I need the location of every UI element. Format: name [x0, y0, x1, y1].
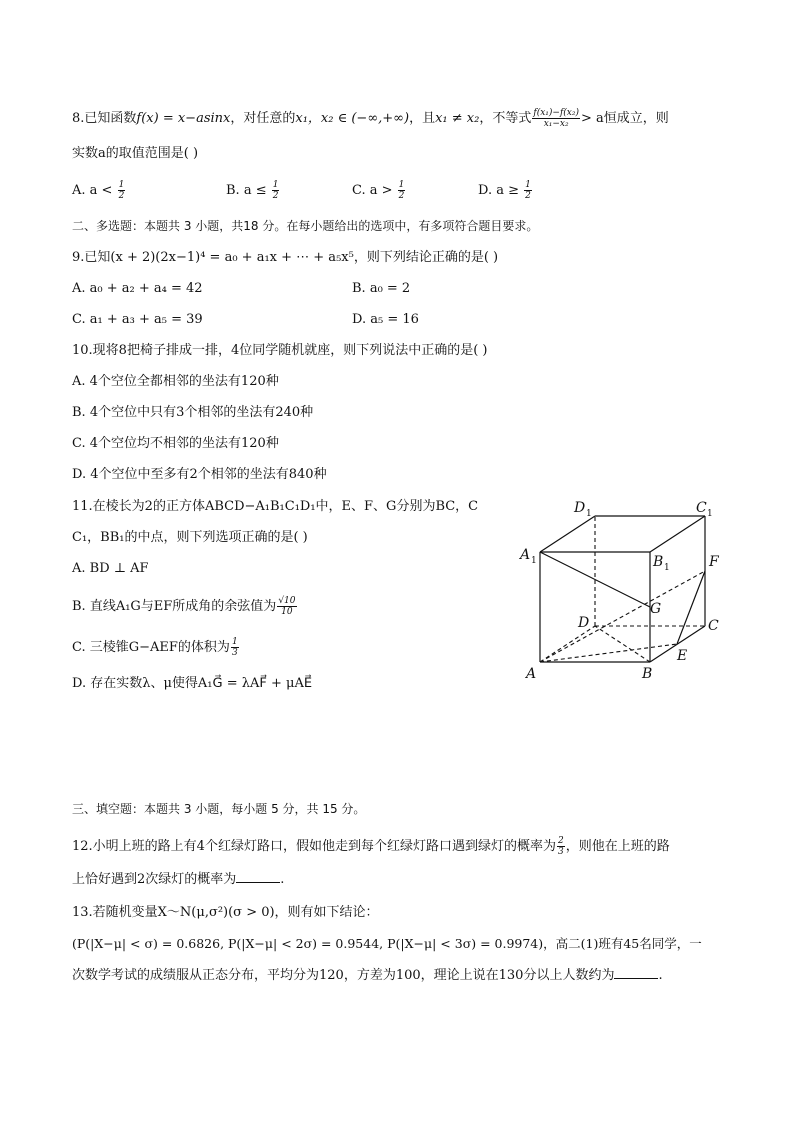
q8-option-c[interactable]: C. a > $\frac{1}{2}$ [352, 180, 405, 201]
q9-option-a[interactable]: A. a₀ + a₂ + a₄ = 42 [72, 281, 203, 296]
q13-stem-line2: (P(|X−μ| < σ) = 0.6826, P(|X−μ| < 2σ) = 0.9544, P(|X−μ| < 3σ) = 0.9974)，高二(1)班有45名同学，一 [72, 936, 702, 951]
q8-text: > a恒成立，则 [580, 111, 669, 126]
q8-option-d[interactable]: D. a ≥ $\frac{1}{2}$ [478, 180, 531, 201]
q11-stem-line1: 11.在棱长为2的正方体ABCD−A₁B₁C₁D₁中，E、F、G分别为BC，C [72, 499, 479, 514]
q11-option-d[interactable]: D. 存在实数λ、μ使得A₁G⃗ = λAF⃗ + μAE⃗ [72, 676, 313, 691]
q8-function: f(x) = x−asinx [136, 111, 231, 126]
q11-stem-line2: C₁，BB₁的中点，则下列选项正确的是( ) [72, 530, 308, 545]
segment-AE-hidden [540, 644, 677, 662]
q13-answer-blank[interactable] [614, 966, 658, 979]
edge-AD-hidden [540, 626, 595, 662]
label-F: F [709, 554, 719, 570]
section-2-heading: 二、多选题：本题共 3 小题，共18 分。在每小题给出的选项中，有多项符合题目要求。 [72, 219, 539, 233]
label-B: B [642, 666, 653, 682]
cube-figure [510, 492, 730, 692]
edge-A1D1 [540, 516, 595, 552]
q8-text: 8.已知函数 [72, 111, 137, 126]
label-A1: A [520, 547, 531, 563]
label-A1-sub: 1 [531, 556, 537, 566]
q8-text: ，对任意的 [230, 111, 296, 126]
section-3-heading: 三、填空题：本题共 3 小题，每小题 5 分，共 15 分。 [72, 802, 366, 816]
q10-stem: 10.现将8把椅子排成一排，4位同学随机就座，则下列说法中正确的是( ) [72, 343, 488, 358]
q13-stem-line1: 13.若随机变量X～N(μ,σ²)(σ > 0)，则有如下结论： [72, 905, 379, 920]
q8-option-a[interactable]: A. a < $\frac{1}{2}$ [72, 180, 125, 201]
q9-option-c[interactable]: C. a₁ + a₃ + a₅ = 39 [72, 312, 203, 327]
q11-option-a[interactable]: A. BD ⊥ AF [72, 561, 149, 576]
q8-neq: x₁ ≠ x₂ [435, 111, 480, 126]
label-B1: B [653, 554, 664, 570]
q8-stem-line1 [72, 108, 669, 129]
q8-text: ，且 [409, 111, 436, 126]
q11-option-b[interactable]: B. 直线A₁G与EF所成角的余弦值为 $\frac{√10}{10}$ [72, 596, 296, 617]
label-A: A [526, 666, 537, 682]
label-E: E [677, 648, 688, 664]
q12-stem-line2: 上恰好遇到2次绿灯的概率为 . [72, 872, 285, 887]
label-C1: C [696, 500, 707, 516]
q9-option-d[interactable]: D. a₅ = 16 [352, 312, 419, 327]
q8-vars: x₁，x₂ ∈ (−∞,+∞) [295, 111, 410, 126]
q10-option-b[interactable]: B. 4个空位中只有3个相邻的坐法有240种 [72, 405, 314, 420]
q8-text: ，不等式 [479, 111, 532, 126]
segment-EF [677, 571, 705, 644]
q12-stem-line1: 12.小明上班的路上有4个红绿灯路口，假如他走到每个红绿灯路口遇到绿灯的概率为 $\frac{2}{3}$ ，则他在上班的路 [72, 836, 670, 857]
q9-option-b[interactable]: B. a₀ = 2 [352, 281, 411, 296]
label-D1: D [574, 500, 586, 516]
q8-option-b[interactable]: B. a ≤ $\frac{1}{2}$ [226, 180, 279, 201]
segment-BD-hidden [595, 626, 650, 662]
label-C: C [708, 618, 719, 634]
edge-B1C1 [650, 516, 705, 552]
label-C1-sub: 1 [707, 509, 713, 519]
q10-option-c[interactable]: C. 4个空位均不相邻的坐法有120种 [72, 436, 279, 451]
label-D: D [578, 615, 590, 631]
q12-answer-blank[interactable] [236, 870, 280, 883]
q8-fraction: $\frac{\text{f(x₁)−f(x₂)}}{\text{x₁−x₂}}$ [533, 108, 579, 129]
q11-option-c[interactable]: C. 三棱锥G−AEF的体积为 $\frac{1}{3}$ [72, 637, 238, 658]
q8-stem-line2: 实数a的取值范围是( ) [72, 146, 199, 161]
q9-stem: 9.已知(x + 2)(2x−1)⁴ = a₀ + a₁x + ⋯ + a₅x⁵，则下列结论正确的是( ) [72, 250, 499, 265]
q10-option-d[interactable]: D. 4个空位中至多有2个相邻的坐法有840种 [72, 467, 327, 482]
label-B1-sub: 1 [664, 563, 670, 573]
label-G: G [650, 601, 662, 617]
q10-option-a[interactable]: A. 4个空位全都相邻的坐法有120种 [72, 374, 279, 389]
label-D1-sub: 1 [586, 509, 592, 519]
q13-stem-line3: 次数学考试的成绩服从正态分布，平均分为120，方差为100，理论上说在130分以上人数约为 . [72, 968, 663, 983]
